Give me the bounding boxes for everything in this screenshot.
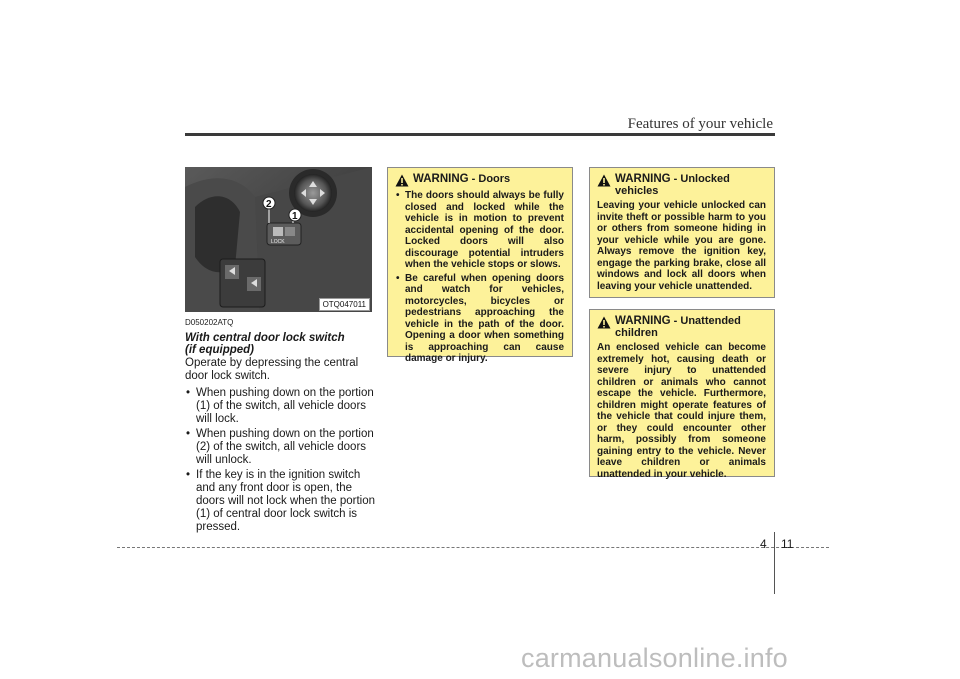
- doc-code: D050202ATQ: [185, 318, 234, 327]
- list-item: • If the key is in the ignition switch and any front door is open, the doors will not lock when the portion (1) of central door lock switch is pressed.: [185, 469, 375, 534]
- warning-bullet-list: [395, 190, 564, 365]
- warning-word: WARNING: [615, 315, 671, 327]
- watermark-text: carmanualsonline.info: [521, 643, 788, 673]
- warning-topic: - Unattended children: [615, 315, 741, 339]
- warning-body: Leaving your vehicle unlocked can invite theft or possible harm to you or others from someone hiding in your vehicle while you are gone. Always remove the ignition key, engage the parking brake, close all windows and lock all doors when leaving your vehicle unattended.: [597, 200, 766, 292]
- warning-topic: - Unlocked vehicles: [615, 173, 730, 197]
- warning-box-doors: [387, 167, 573, 364]
- door-lock-switch-photo: [185, 167, 372, 312]
- page-divider-line: [774, 532, 775, 594]
- warning-heading: [597, 316, 766, 339]
- lock-label: LOCK: [271, 239, 285, 245]
- page-header-title: Features of your vehicle: [627, 116, 773, 132]
- bullet-list: [185, 387, 375, 534]
- footer-dashed-rule: [117, 547, 829, 548]
- warning-heading: [395, 174, 564, 187]
- list-item: • When pushing down on the portion (2) of the switch, all vehicle doors will unlock.: [185, 428, 375, 467]
- list-item: • The doors should always be fully closed and locked while the vehicle is in motion to prevent accidental opening of the door. Locked doors will also discourage potential intruders when the vehicle stops or slows.: [395, 190, 564, 271]
- figure-code: OTQ047011: [319, 298, 370, 311]
- warning-heading: [597, 174, 766, 197]
- header-rule: [185, 133, 775, 136]
- warning-triangle-icon: [597, 316, 611, 329]
- callout-1: 1: [292, 211, 298, 222]
- subhead-line-2: (if equipped): [185, 344, 254, 356]
- warning-body: An enclosed vehicle can become extremely hot, causing death or severe injury to unattended children or animals who cannot escape the vehicle. Furthermore, children might operate features of the vehicle that could injure them, or they could encounter other harm, possibly from someone gaining entry to the vehicle. Never leave children or animals unattended in your vehicle.: [597, 342, 766, 480]
- left-text-column: [185, 316, 375, 536]
- callout-2: 2: [266, 199, 272, 210]
- warning-topic: - Doors: [468, 173, 511, 185]
- chapter-number: 4: [760, 537, 767, 551]
- warning-triangle-icon: [395, 174, 409, 187]
- section-subheading: [185, 332, 375, 356]
- warning-box-unlocked-vehicles: [589, 167, 775, 298]
- switch-panel-illustration: [185, 167, 372, 312]
- page-number: 11: [781, 537, 794, 551]
- warning-triangle-icon: [597, 174, 611, 187]
- warning-word: WARNING: [413, 173, 469, 185]
- warning-box-unattended-children: [589, 309, 775, 480]
- intro-paragraph: Operate by depressing the central door lock switch.: [185, 357, 359, 382]
- list-item: • When pushing down on the portion (1) of the switch, all vehicle doors will lock.: [185, 387, 375, 426]
- list-item: • Be careful when opening doors and watch for vehicles, motorcycles, bicycles or pedestrians approaching the vehicle in the path of the door. Opening a door when something is approaching can cause damage or injury.: [395, 273, 564, 365]
- subhead-line-1: With central door lock switch: [185, 332, 345, 344]
- warning-word: WARNING: [615, 173, 671, 185]
